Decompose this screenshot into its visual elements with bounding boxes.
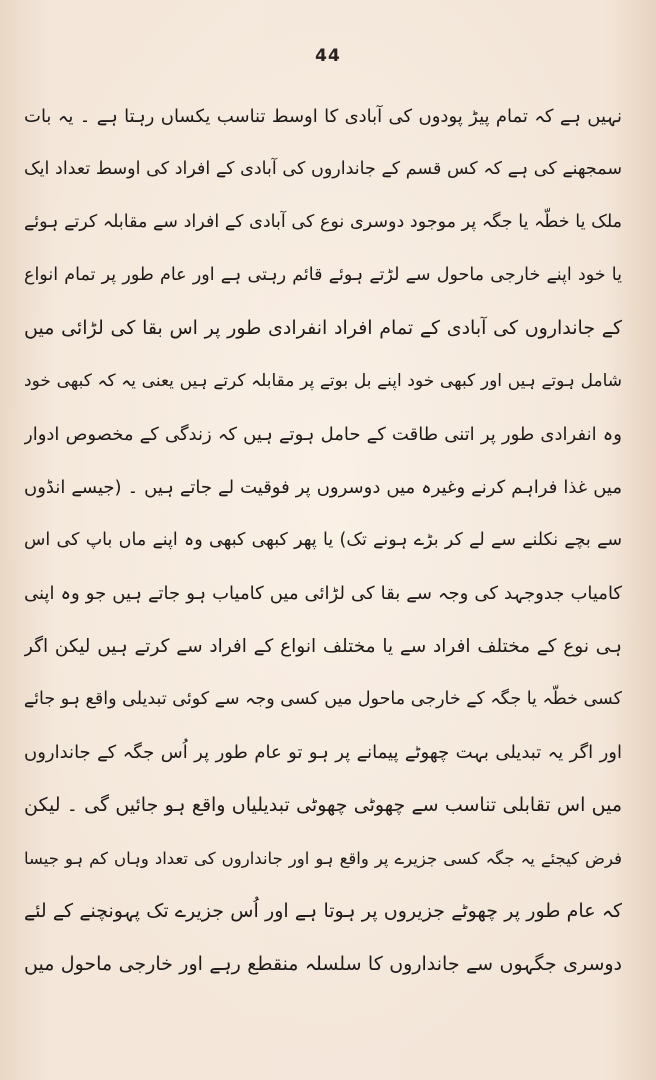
text-line: فرض کیجئے یہ جگہ کسی جزیرے پر واقع ہو اور جانداروں کی تعداد وہاں کم ہو جیسا <box>24 849 622 868</box>
text-line: سے بچے نکلنے سے لے کر بڑے ہونے تک) یا پھر کبھی کبھی وہ اپنے ماں باپ کی اس <box>24 530 622 550</box>
text-line: میں اس تقابلی تناسب سے چھوٹی چھوٹی تبدیلیاں واقع ہو جائیں گی ۔ لیکن <box>24 794 622 816</box>
text-line: ہی نوع کے مختلف افراد سے یا مختلف انواع کے افراد سے کرتے ہیں لیکن اگر <box>24 636 622 657</box>
text-line: دوسری جگہوں سے جانداروں کا سلسلہ منقطع رہے اور خارجی ماحول میں <box>24 953 622 975</box>
text-line: شامل ہوتے ہیں اور کبھی خود اپنے بل بوتے پر مقابلہ کرتے ہیں یعنی یہ کہ کبھی خود <box>24 371 622 391</box>
text-line: کامیاب جدوجہد کی وجہ سے بقا کی لڑائی میں کامیاب ہو جاتے ہیں جو وہ اپنی <box>24 583 622 604</box>
text-line: کسی خطّہ یا جگہ کے خارجی ماحول میں کسی وجہ سے کوئی تبدیلی واقع ہو جائے <box>24 689 622 709</box>
text-line: یا خود اپنے خارجی ماحول سے لڑتے ہوئے قائم رہتی ہے اور عام طور پر تمام انواع <box>24 265 622 285</box>
text-line: کہ عام طور پر چھوٹے جزیروں پر ہوتا ہے اور اُس جزیرے تک پہونچنے کے لئے <box>24 900 622 922</box>
text-line: اور اگر یہ تبدیلی بہت چھوٹے پیمانے پر ہو تو عام طور پر اُس جگہ کے جانداروں <box>24 742 622 763</box>
text-line: وہ انفرادی طور پر اتنی طاقت کے حامل ہوتے ہیں کہ زندگی کے مخصوص ادوار <box>24 424 622 445</box>
text-line: ملک یا خطّہ یا جگہ پر موجود دوسری نوع کی آبادی کے افراد سے مقابلہ کرتے ہوئے <box>24 212 622 232</box>
page-number: 44 <box>315 46 341 66</box>
text-line: سمجھنے کی ہے کہ کس قسم کے جانداروں کی آبادی کے افراد کی اوسط تعداد ایک <box>24 159 622 179</box>
urdu-text-body <box>24 90 622 991</box>
text-line: کے جانداروں کی آبادی کے تمام افراد انفرادی طور پر اس بقا کی لڑائی میں <box>24 317 622 339</box>
text-line: نہیں ہے کہ تمام پیڑ پودوں کی آبادی کا اوسط تناسب یکساں رہتا ہے ۔ یہ بات <box>24 106 622 127</box>
text-line: میں غذا فراہم کرنے وغیرہ میں دوسروں پر فوقیت لے جاتے ہیں ۔ (جیسے انڈوں <box>24 477 622 498</box>
